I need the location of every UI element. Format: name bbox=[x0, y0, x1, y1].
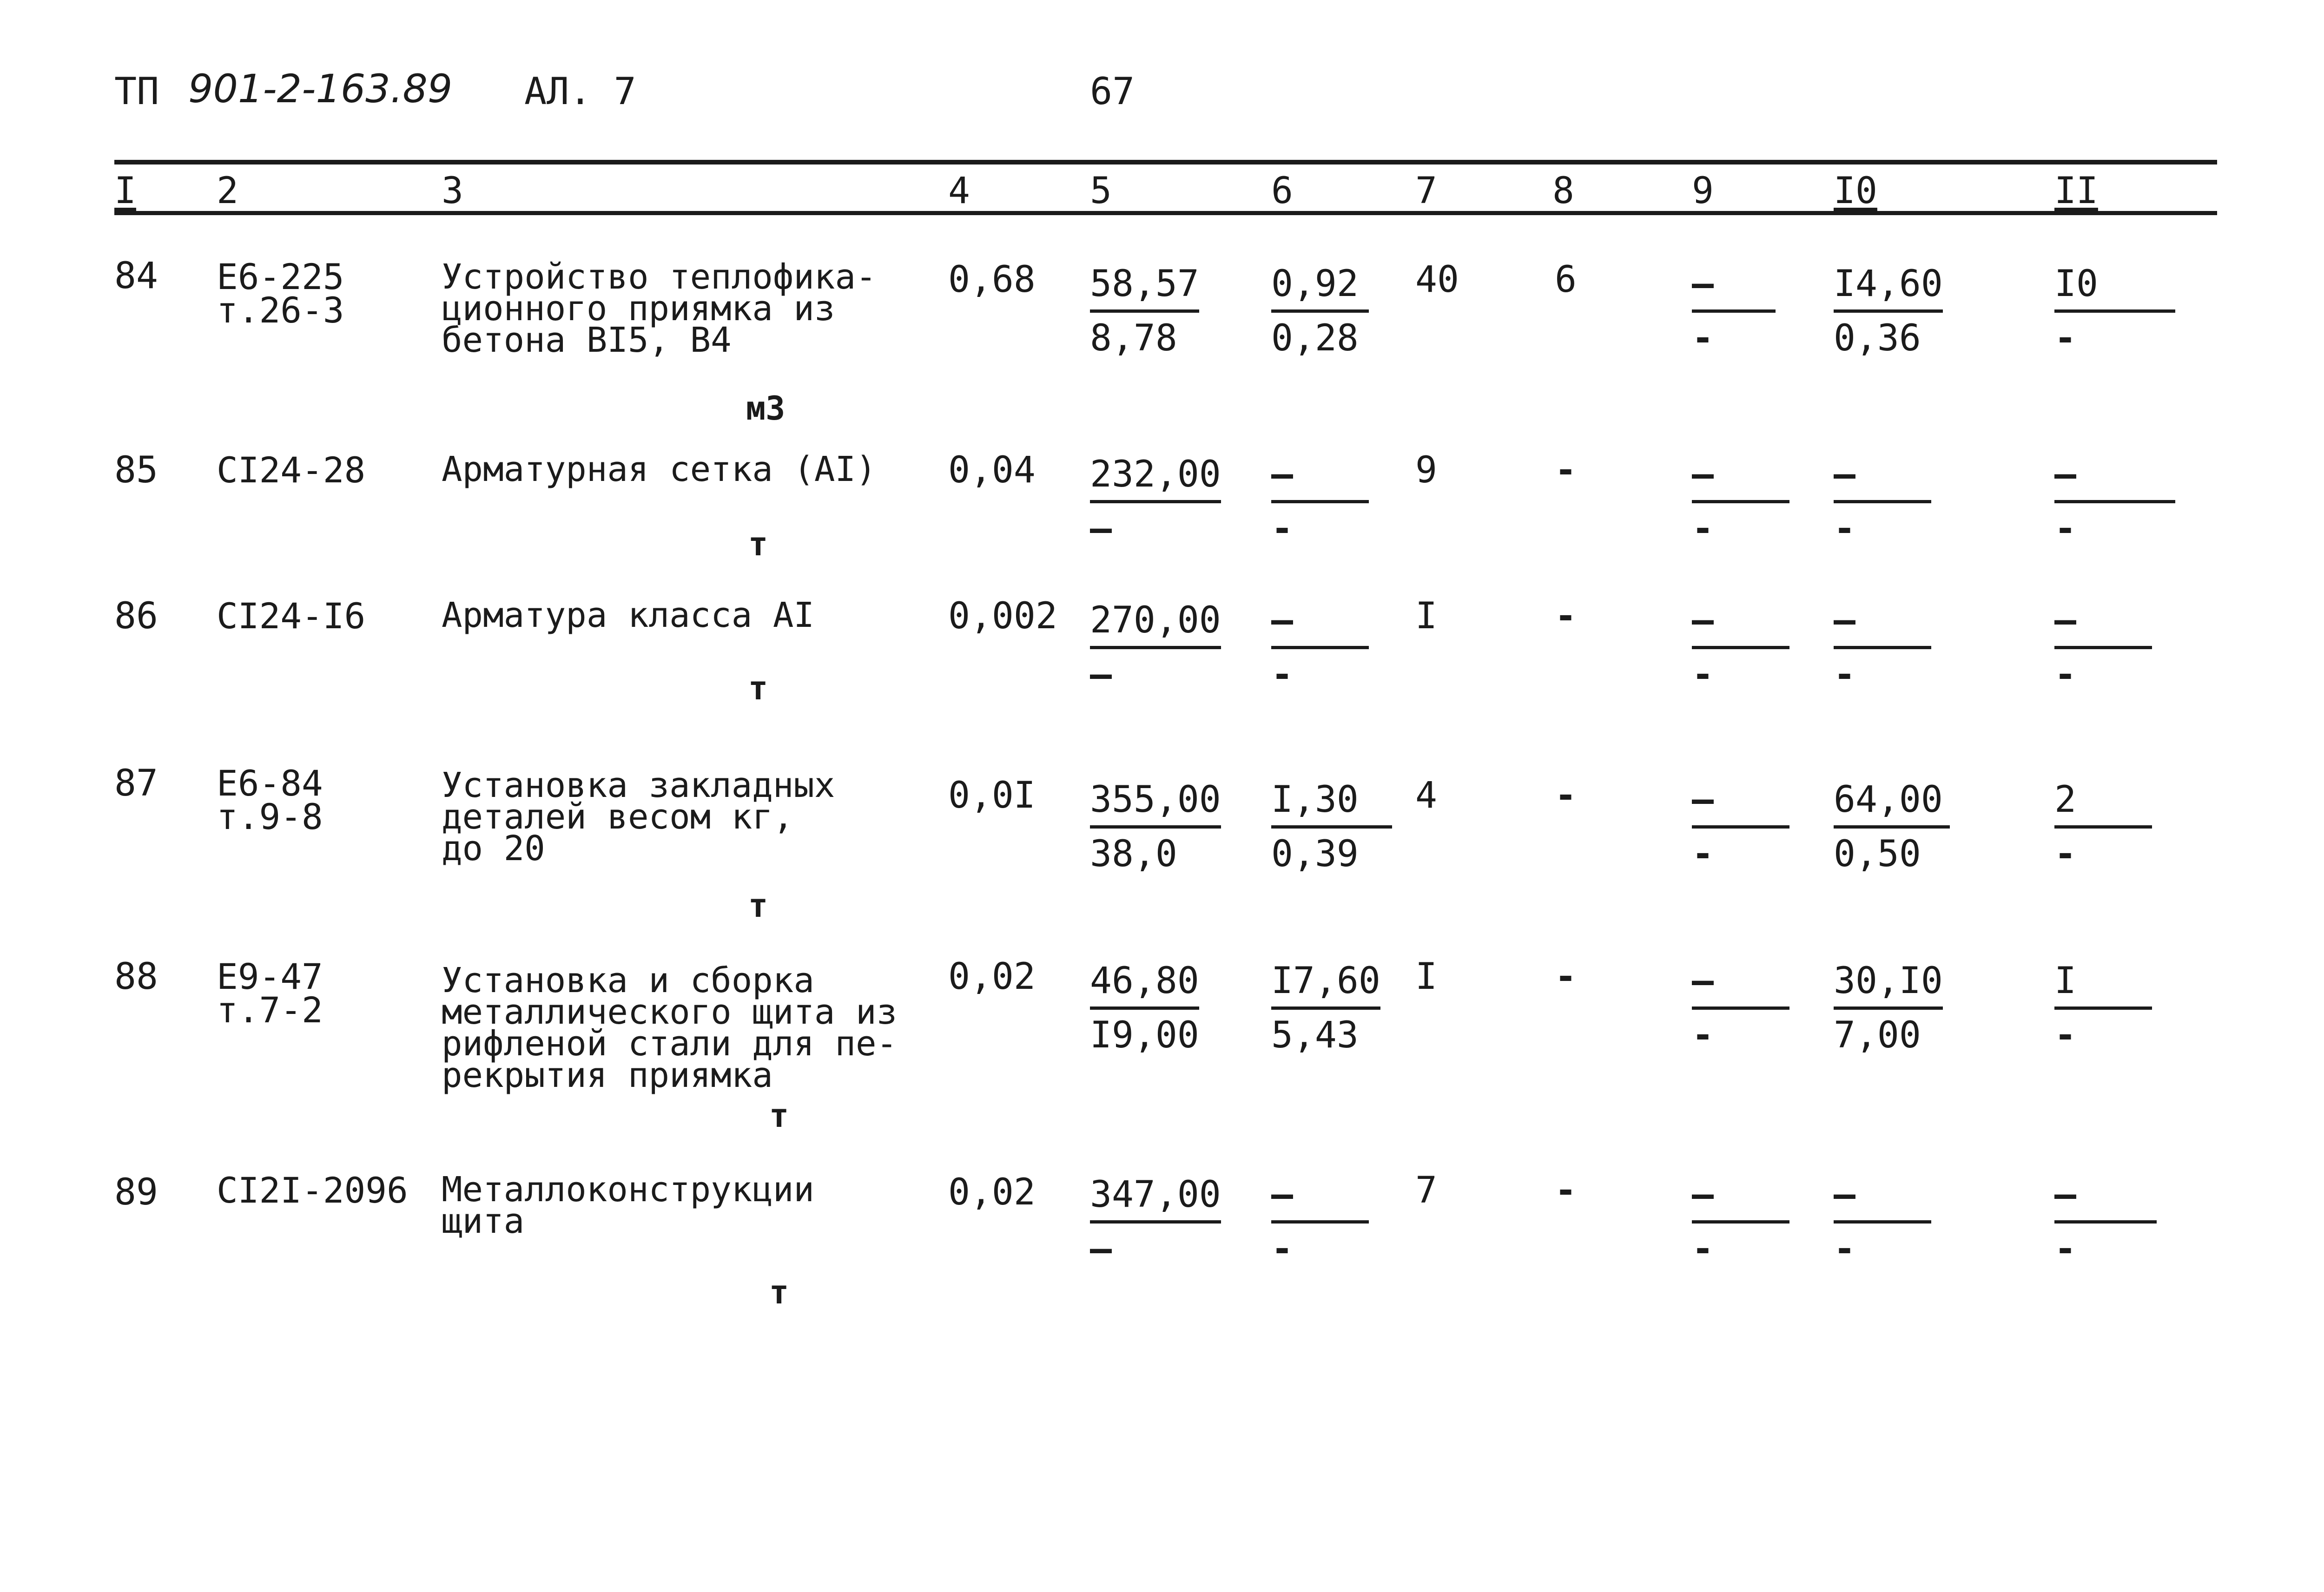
description-line: до 20 bbox=[442, 829, 545, 868]
quantity: 0,02 bbox=[948, 956, 1036, 998]
table-top-rule bbox=[114, 160, 2217, 164]
fraction-numerator: 232,00 bbox=[1090, 454, 1221, 503]
value-col8: - bbox=[1555, 775, 1577, 816]
doc-code: 901-2-163.89 bbox=[188, 66, 453, 112]
fraction-denominator: – bbox=[1090, 508, 1112, 550]
table-header-rule bbox=[114, 211, 2217, 215]
fraction-denominator: - bbox=[1692, 833, 1714, 875]
fraction-denominator: - bbox=[2054, 1014, 2076, 1056]
fraction-denominator: - bbox=[2054, 654, 2076, 696]
fraction-denominator: 5,43 bbox=[1271, 1014, 1359, 1056]
unit-label: т bbox=[748, 525, 768, 563]
fraction-numerator: 270,00 bbox=[1090, 599, 1221, 649]
cost-fraction bbox=[1090, 454, 1221, 548]
column-number: 3 bbox=[442, 170, 463, 212]
album-label: АЛ. 7 bbox=[524, 70, 636, 113]
column-number: 2 bbox=[217, 170, 238, 212]
norm-code-line: Е9-47 bbox=[217, 956, 323, 997]
fraction-numerator: – bbox=[1692, 599, 1789, 649]
unit-label: т bbox=[748, 887, 768, 925]
norm-code-line: СI24-28 bbox=[217, 449, 366, 491]
value-col7: I bbox=[1415, 956, 1437, 998]
fraction-denominator: – bbox=[1090, 654, 1112, 696]
norm-code bbox=[217, 449, 366, 491]
value-fraction bbox=[2054, 263, 2175, 357]
fraction-numerator: I bbox=[2054, 960, 2152, 1010]
fraction-denominator: 0,36 bbox=[1834, 317, 1921, 359]
norm-code bbox=[217, 256, 344, 331]
value-fraction bbox=[1834, 599, 1931, 694]
value-col7: I bbox=[1415, 595, 1437, 637]
fraction-numerator: – bbox=[1692, 454, 1789, 503]
cost-fraction bbox=[1271, 599, 1369, 694]
work-description bbox=[442, 449, 877, 489]
unit-label: м3 bbox=[746, 389, 786, 428]
norm-code-line: т.7-2 bbox=[217, 989, 323, 1031]
page-number: 67 bbox=[1090, 70, 1135, 113]
value-fraction bbox=[1834, 454, 1931, 548]
value-col8: 6 bbox=[1555, 259, 1577, 301]
value-fraction bbox=[1692, 779, 1789, 873]
fraction-denominator: 0,39 bbox=[1271, 833, 1359, 875]
fraction-numerator: I,30 bbox=[1271, 779, 1392, 829]
norm-code bbox=[217, 763, 323, 837]
value-fraction bbox=[1692, 1174, 1789, 1268]
fraction-numerator: I0 bbox=[2054, 263, 2175, 313]
unit-label: т bbox=[769, 1273, 789, 1311]
norm-code-line: Е6-84 bbox=[217, 763, 323, 804]
fraction-denominator: - bbox=[1692, 317, 1714, 359]
quantity: 0,0I bbox=[948, 775, 1036, 816]
fraction-numerator: I4,60 bbox=[1834, 263, 1943, 313]
fraction-numerator: – bbox=[1271, 454, 1369, 503]
fraction-numerator: – bbox=[1692, 779, 1789, 829]
fraction-numerator: – bbox=[1692, 960, 1789, 1010]
fraction-numerator: 0,92 bbox=[1271, 263, 1369, 313]
cost-fraction bbox=[1271, 1174, 1369, 1268]
description-line: Металлоконструкции bbox=[442, 1170, 814, 1210]
description-line: деталей весом кг, bbox=[442, 797, 794, 837]
unit-label: т bbox=[748, 669, 768, 707]
fraction-numerator: 347,00 bbox=[1090, 1174, 1221, 1224]
fraction-denominator: 0,50 bbox=[1834, 833, 1921, 875]
description-line: ционного приямка из bbox=[442, 289, 835, 329]
value-col8: - bbox=[1555, 1170, 1577, 1211]
cost-fraction bbox=[1090, 599, 1221, 694]
fraction-numerator: I7,60 bbox=[1271, 960, 1380, 1010]
cost-fraction bbox=[1271, 960, 1380, 1054]
column-number: 5 bbox=[1090, 170, 1112, 212]
quantity: 0,04 bbox=[948, 449, 1036, 491]
description-line: рифленой стали для пе- bbox=[442, 1024, 898, 1064]
row-number: 87 bbox=[114, 763, 158, 804]
fraction-denominator: - bbox=[1692, 654, 1714, 696]
column-number: 8 bbox=[1552, 170, 1574, 212]
norm-code-line: т.26-3 bbox=[217, 289, 344, 331]
work-description bbox=[442, 595, 814, 635]
value-col8: - bbox=[1555, 449, 1577, 491]
cost-fraction bbox=[1090, 263, 1199, 357]
cost-fraction bbox=[1271, 454, 1369, 548]
row-number: 85 bbox=[114, 449, 158, 491]
fraction-denominator: 38,0 bbox=[1090, 833, 1177, 875]
norm-code-line: т.9-8 bbox=[217, 796, 323, 837]
row-number: 89 bbox=[114, 1171, 158, 1213]
fraction-numerator: – bbox=[2054, 1174, 2157, 1224]
fraction-numerator: – bbox=[1834, 599, 1931, 649]
value-fraction bbox=[2054, 454, 2175, 548]
fraction-numerator: 64,00 bbox=[1834, 779, 1950, 829]
unit-label: т bbox=[769, 1097, 789, 1135]
description-line: Арматурная сетка (АI) bbox=[442, 449, 877, 489]
fraction-denominator: - bbox=[1834, 1228, 1855, 1270]
value-col7: 4 bbox=[1415, 775, 1437, 816]
norm-code-line: Е6-225 bbox=[217, 256, 344, 297]
fraction-numerator: – bbox=[2054, 599, 2152, 649]
fraction-numerator: – bbox=[1271, 1174, 1369, 1224]
value-fraction bbox=[1834, 779, 1950, 873]
fraction-denominator: – bbox=[1090, 1228, 1112, 1270]
value-fraction bbox=[1692, 960, 1789, 1054]
fraction-numerator: – bbox=[1692, 1174, 1789, 1224]
row-number: 88 bbox=[114, 956, 158, 998]
fraction-denominator: - bbox=[2054, 317, 2076, 359]
cost-fraction bbox=[1271, 263, 1369, 357]
work-description bbox=[442, 1170, 814, 1241]
fraction-denominator: - bbox=[1271, 654, 1293, 696]
row-number: 84 bbox=[114, 255, 158, 297]
fraction-denominator: - bbox=[2054, 508, 2076, 550]
value-fraction bbox=[2054, 599, 2152, 694]
value-fraction bbox=[1692, 454, 1789, 548]
quantity: 0,002 bbox=[948, 595, 1057, 637]
column-number: 7 bbox=[1415, 170, 1437, 212]
value-fraction bbox=[1834, 1174, 1931, 1268]
fraction-numerator: 30,I0 bbox=[1834, 960, 1943, 1010]
value-fraction bbox=[1834, 263, 1943, 357]
fraction-numerator: – bbox=[2054, 454, 2175, 503]
fraction-numerator: – bbox=[1834, 454, 1931, 503]
fraction-denominator: 8,78 bbox=[1090, 317, 1177, 359]
work-description bbox=[442, 765, 835, 868]
fraction-denominator: - bbox=[1692, 1228, 1714, 1270]
value-fraction bbox=[1692, 263, 1776, 357]
fraction-denominator: 0,28 bbox=[1271, 317, 1359, 359]
column-number: 6 bbox=[1271, 170, 1293, 212]
norm-code bbox=[217, 956, 323, 1031]
fraction-denominator: - bbox=[1834, 654, 1855, 696]
fraction-denominator: - bbox=[2054, 833, 2076, 875]
description-line: щита bbox=[442, 1201, 525, 1241]
description-line: Арматура класса АI bbox=[442, 595, 814, 635]
value-fraction bbox=[2054, 960, 2152, 1054]
cost-fraction bbox=[1090, 1174, 1221, 1268]
description-line: Установка и сборка bbox=[442, 960, 814, 1000]
value-col7: 7 bbox=[1415, 1170, 1437, 1211]
description-line: рекрытия приямка bbox=[442, 1055, 773, 1095]
column-number: 4 bbox=[948, 170, 970, 212]
value-col7: 9 bbox=[1415, 449, 1437, 491]
norm-code bbox=[217, 595, 366, 637]
value-col8: - bbox=[1555, 956, 1577, 998]
fraction-denominator: - bbox=[2054, 1228, 2076, 1270]
fraction-numerator: 2 bbox=[2054, 779, 2152, 829]
norm-code-line: СI2I-2096 bbox=[217, 1170, 408, 1211]
column-number: I0 bbox=[1834, 170, 1877, 212]
fraction-numerator: – bbox=[1692, 263, 1776, 313]
fraction-denominator: - bbox=[1834, 508, 1855, 550]
fraction-numerator: 46,80 bbox=[1090, 960, 1199, 1010]
value-fraction bbox=[2054, 779, 2152, 873]
quantity: 0,68 bbox=[948, 259, 1036, 301]
fraction-numerator: – bbox=[1271, 599, 1369, 649]
doc-prefix: ТП bbox=[114, 70, 159, 113]
work-description bbox=[442, 257, 877, 360]
cost-fraction bbox=[1090, 960, 1199, 1054]
description-line: Установка закладных bbox=[442, 765, 835, 805]
fraction-denominator: - bbox=[1271, 508, 1293, 550]
column-number: 9 bbox=[1692, 170, 1714, 212]
cost-fraction bbox=[1090, 779, 1221, 873]
cost-fraction bbox=[1271, 779, 1392, 873]
description-line: металлического щита из bbox=[442, 992, 898, 1032]
fraction-numerator: – bbox=[1834, 1174, 1931, 1224]
value-fraction bbox=[2054, 1174, 2157, 1268]
description-line: Устройство теплофика- bbox=[442, 257, 877, 297]
norm-code bbox=[217, 1170, 408, 1211]
column-number: II bbox=[2054, 170, 2098, 212]
work-description bbox=[442, 960, 898, 1095]
fraction-numerator: 355,00 bbox=[1090, 779, 1221, 829]
norm-code-line: СI24-I6 bbox=[217, 595, 366, 637]
fraction-denominator: - bbox=[1692, 508, 1714, 550]
fraction-denominator: - bbox=[1692, 1014, 1714, 1056]
fraction-denominator: - bbox=[1271, 1228, 1293, 1270]
value-fraction bbox=[1834, 960, 1943, 1054]
fraction-denominator: I9,00 bbox=[1090, 1014, 1199, 1056]
quantity: 0,02 bbox=[948, 1171, 1036, 1213]
fraction-denominator: 7,00 bbox=[1834, 1014, 1921, 1056]
value-col8: - bbox=[1555, 595, 1577, 637]
description-line: бетона BI5, B4 bbox=[442, 320, 732, 360]
value-fraction bbox=[1692, 599, 1789, 694]
column-number: I bbox=[114, 170, 136, 212]
row-number: 86 bbox=[114, 595, 158, 637]
fraction-numerator: 58,57 bbox=[1090, 263, 1199, 313]
value-col7: 40 bbox=[1415, 259, 1459, 301]
